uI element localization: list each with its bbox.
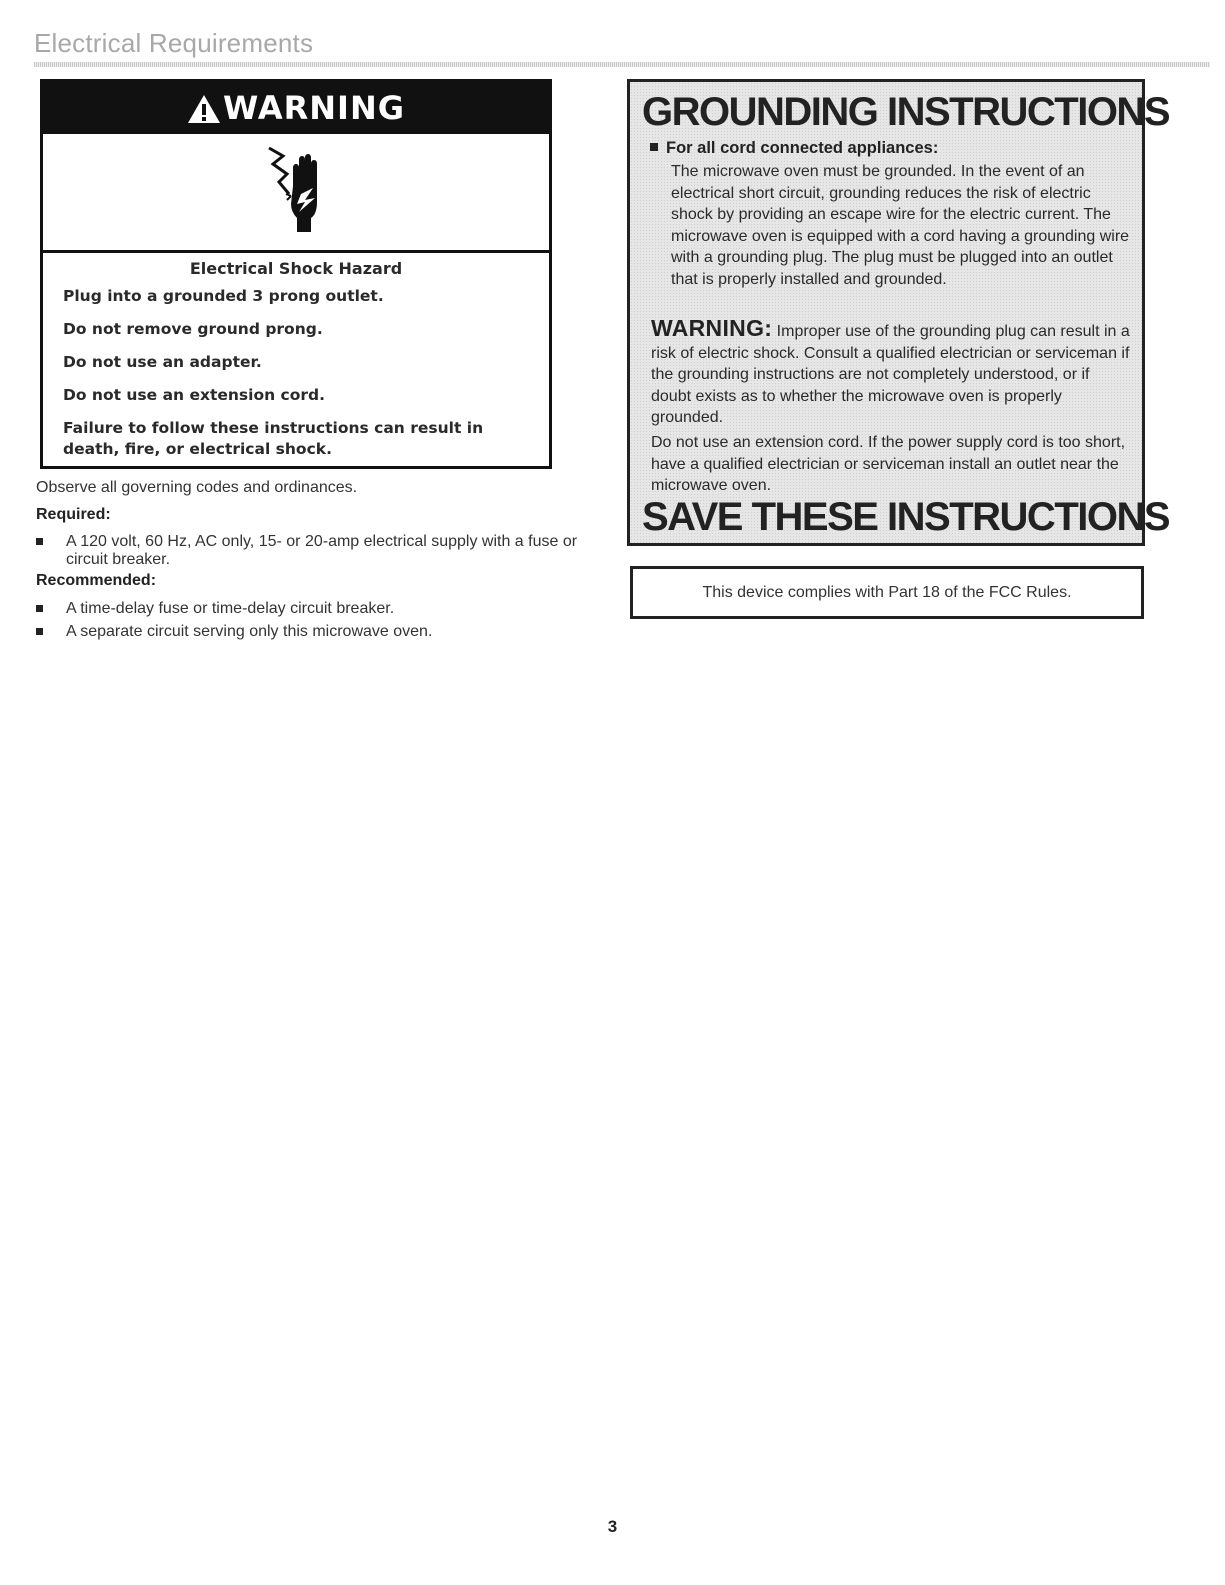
grounding-paragraph: The microwave oven must be grounded. In the event of an electrical short circuit, grounding reduces the risk of electric shock by providing an escape wire for the electric current. The microwave oven is equipped with a cord having a grounding wire with a grounding plug. The plug must be plugged into an outlet that is properly installed and grounded. [671,163,1130,288]
fcc-notice-box [630,566,1144,619]
warning-header [43,82,549,134]
warning-triangle-icon [187,94,221,124]
fcc-notice-text: This device complies with Part 18 of the FCC Rules. [702,583,1072,601]
page-number: 3 [607,1517,618,1536]
grounding-warning [651,315,1131,429]
warning-lines [63,286,549,460]
grounding-title: GROUNDING INSTRUCTIONS [642,90,1169,134]
grounding-paragraph: Do not use an extension cord. If the power supply cord is too short, have a qualified electrician or serviceman install an outlet near the microwave oven. [651,434,1126,495]
warning-box [40,79,552,469]
title-rule [34,62,1210,67]
square-bullet-icon [36,605,43,612]
warning-symbol-area [43,134,549,253]
warning-line: Do not remove ground prong. [63,320,323,338]
square-bullet-icon [36,538,43,545]
section-title: Electrical Requirements [34,28,314,58]
square-bullet-icon [36,628,43,635]
grounding-warning-text: Improper use of the grounding plug can result in a risk of electric shock. Consult a qualified electrician or serviceman if the grounding instructions are not completely understood, or if doubt exists as to whether the microwave oven is properly grounded. [651,323,1130,426]
square-bullet-icon [650,143,658,151]
warning-header-label: WARNING [223,89,405,127]
electrical-shock-hand-icon [261,142,331,242]
grounding-instructions-box [627,79,1170,546]
save-instructions-title: SAVE THESE INSTRUCTIONS [642,495,1170,539]
required-heading: Required: [36,506,111,523]
required-item: A 120 volt, 60 Hz, AC only, 15- or 20-amp electrical supply with a fuse or circuit breaker. [36,533,596,569]
grounding-warning-label: WARNING: [651,315,773,341]
observe-codes-text: Observe all governing codes and ordinances. [36,479,358,496]
recommended-heading: Recommended: [36,572,157,589]
hazard-title: Electrical Shock Hazard [189,259,403,278]
warning-line: Failure to follow these instructions can result in death, fire, or electrical shock. [63,419,484,458]
warning-line: Do not use an extension cord. [63,386,326,404]
recommended-item: A separate circuit serving only this microwave oven. [36,623,596,641]
grounding-subheading: For all cord connected appliances: [650,139,938,158]
recommended-item: A time-delay fuse or time-delay circuit breaker. [36,600,596,618]
warning-line: Plug into a grounded 3 prong outlet. [63,287,384,305]
warning-line: Do not use an adapter. [63,353,262,371]
